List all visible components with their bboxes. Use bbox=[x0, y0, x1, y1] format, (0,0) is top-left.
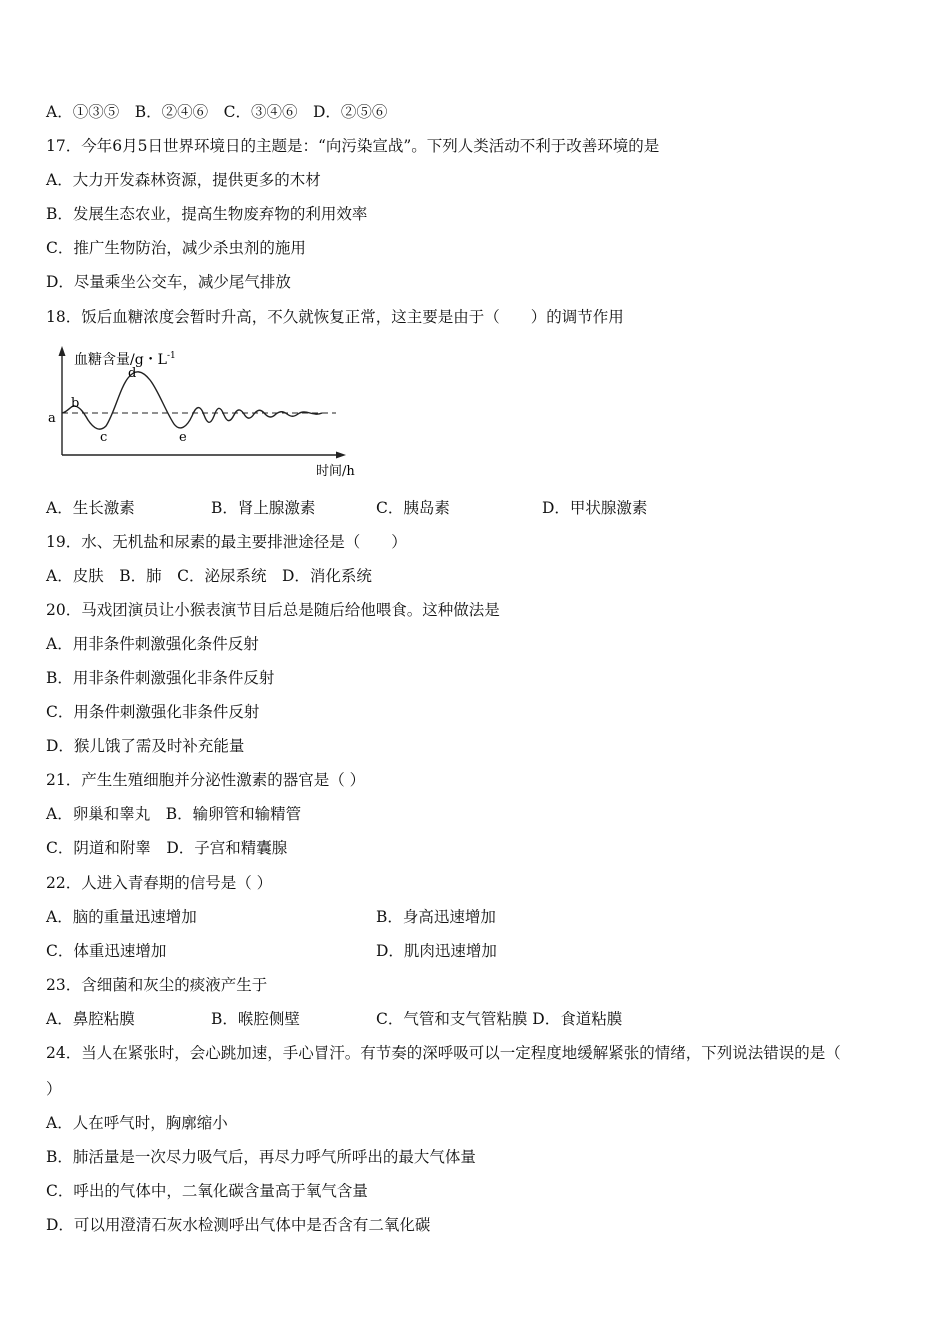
q24-option-a: A．人在呼气时，胸廓缩小 bbox=[46, 1114, 228, 1132]
q21-options-ab: A．卵巢和睾丸 B．输卵管和输精管 bbox=[46, 805, 302, 823]
graph-point-a: a bbox=[48, 411, 56, 426]
q22-stem: 22．人进入青春期的信号是（ ） bbox=[46, 874, 273, 892]
q24-stem: 24．当人在紧张时，会心跳加速，手心冒汗。有节奏的深呼吸可以一定程度地缓解紧张的情绪，下列说法错误的是（ bbox=[46, 1044, 841, 1062]
q20-option-b: B．用非条件刺激强化非条件反射 bbox=[46, 669, 275, 687]
graph-point-e: e bbox=[179, 430, 187, 445]
q18-stem: 18．饭后血糖浓度会暂时升高，不久就恢复正常，这主要是由于（ ）的调节作用 bbox=[46, 308, 624, 326]
q18-option-b: B．肾上腺激素 bbox=[211, 499, 316, 517]
q17-option-b: B．发展生态农业，提高生物废弃物的利用效率 bbox=[46, 205, 368, 223]
graph-x-arrow bbox=[336, 452, 346, 459]
q23-stem: 23．含细菌和灰尘的痰液产生于 bbox=[46, 976, 268, 994]
q17-option-c: C．推广生物防治，减少杀虫剂的施用 bbox=[46, 239, 306, 257]
graph-point-d: d bbox=[128, 366, 137, 381]
graph-y-label: 血糖含量/g・$L^{-1}$ bbox=[74, 351, 176, 368]
q20-option-d: D．猴儿饿了需及时补充能量 bbox=[46, 737, 245, 755]
q20-option-c: C．用条件刺激强化非条件反射 bbox=[46, 703, 260, 721]
q22-option-c: C．体重迅速增加 bbox=[46, 942, 167, 960]
q24-option-c: C．呼出的气体中，二氧化碳含量高于氧气含量 bbox=[46, 1182, 368, 1200]
q23-option-a: A．鼻腔粘膜 bbox=[46, 1010, 135, 1028]
q22-option-b: B．身高迅速增加 bbox=[376, 908, 496, 926]
q18-option-c: C．胰岛素 bbox=[376, 499, 450, 517]
q23-option-cd: C．气管和支气管粘膜 D．食道粘膜 bbox=[376, 1010, 623, 1028]
q23-option-b: B．喉腔侧壁 bbox=[211, 1010, 300, 1028]
q19-options: A．皮肤 B．肺 C．泌尿系统 D．消化系统 bbox=[46, 567, 372, 585]
q17-option-a: A．大力开发森林资源，提供更多的木材 bbox=[46, 171, 321, 189]
q17-stem: 17．今年6月5日世界环境日的主题是：“向污染宣战”。下列人类活动不利于改善环境的是 bbox=[46, 137, 660, 155]
q24-option-d: D．可以用澄清石灰水检测呼出气体中是否含有二氧化碳 bbox=[46, 1216, 431, 1234]
q19-stem: 19．水、无机盐和尿素的最主要排泄途径是（ ） bbox=[46, 533, 407, 551]
graph-x-label: 时间/h bbox=[316, 464, 355, 479]
q16-options: A．①③⑤ B．②④⑥ C．③④⑥ D．②⑤⑥ bbox=[46, 103, 388, 121]
q24-stem-continued: ） bbox=[46, 1080, 62, 1098]
q22-option-a: A．脑的重量迅速增加 bbox=[46, 908, 197, 926]
q18-option-a: A．生长激素 bbox=[46, 499, 135, 517]
q18-option-d: D．甲状腺激素 bbox=[542, 499, 648, 517]
q20-stem: 20．马戏团演员让小猴表演节目后总是随后给他喂食。这种做法是 bbox=[46, 601, 500, 619]
q22-option-d: D．肌肉迅速增加 bbox=[376, 942, 497, 960]
q21-options-cd: C．阴道和附睾 D．子宫和精囊腺 bbox=[46, 839, 288, 857]
graph-point-b: b bbox=[71, 396, 80, 411]
q20-option-a: A．用非条件刺激强化条件反射 bbox=[46, 635, 259, 653]
graph-point-c: c bbox=[100, 430, 108, 445]
blood-sugar-graph bbox=[40, 340, 380, 490]
graph-y-arrow bbox=[59, 346, 66, 356]
graph-glucose-curve bbox=[62, 372, 322, 429]
q24-option-b: B．肺活量是一次尽力吸气后，再尽力呼气所呼出的最大气体量 bbox=[46, 1148, 476, 1166]
q17-option-d: D．尽量乘坐公交车，减少尾气排放 bbox=[46, 273, 291, 291]
q21-stem: 21．产生生殖细胞并分泌性激素的器官是（ ） bbox=[46, 771, 366, 789]
